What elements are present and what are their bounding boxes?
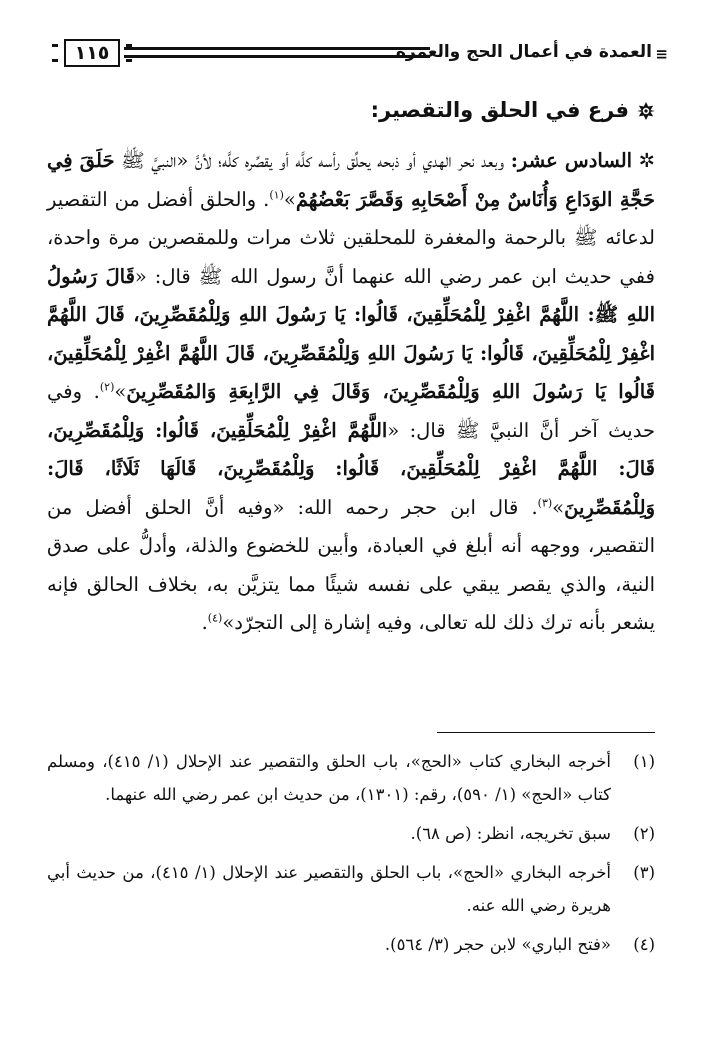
text-run: » [552, 495, 565, 519]
footnote-text: «فتح الباري» لابن حجر (٣/ ٥٦٤). [384, 935, 611, 954]
ornament-icon [637, 102, 655, 120]
hadith-quote: اللَّهُمَّ اغْفِرْ لِلْمُحَلِّقِينَ، قَالُوا: وَلِلْمُقَصِّرِينَ، قَالَ: اللَّهُمَّ اغْفِرْ لِلْمُحَلِّقِينَ، قَالُوا: وَلِلْمُقَصِّرِينَ، قَالَهَا ثَلَاثًا، قَالَ: وَلِلْمُقَصِّرِينَ [47, 418, 655, 519]
hadith-quote: حَلَقَ فِي حَجَّةِ الوَدَاعِ وَأُنَاسٌ مِنْ أَصْحَابِهِ وَقَصَّرَ بَعْضُهُمْ [47, 149, 655, 211]
section-heading-text: فرع في الحلق والتقصير: [370, 98, 629, 122]
text-run: وبعد نحر الهدي أو ذبحه يحلِّق رأسه كلَّه أو يقصِّره كلَّه؛ لأنَّ «النبيَّ ﷺ [114, 149, 511, 172]
footnote-text: أخرجه البخاري كتاب «الحج»، باب الحلق والتقصير عند الإحلال (١/ ٤١٥)، ومسلم كتاب «الحج» (١/ ٥٩٠)، رقم: (١٣٠١)، من حديث ابن عمر رضي الله عنهما. [47, 752, 611, 804]
text-run: » [283, 187, 296, 211]
lead-label: السادس عشر: [510, 149, 633, 172]
footnote-item [47, 745, 655, 811]
text-run: . والحلق أفضل من التقصير لدعائه ﷺ بالرحمة والمغفرة للمحلقين ثلاث مرات وللمقصرين مرة واحدة، ففي حديث ابن عمر رضي الله عنهما أنَّ رسول الله ﷺ قال: « [47, 187, 655, 288]
footnote-divider [437, 732, 655, 733]
text-run: . وفي حديث آخر أنَّ النبيَّ ﷺ قال: « [47, 380, 655, 442]
footnote-ref-2[interactable]: (٢) [99, 380, 115, 394]
header-mark: ≡ [655, 45, 668, 63]
section-heading [371, 98, 655, 122]
footnote-ref-3[interactable]: (٣) [537, 496, 553, 509]
star-icon: ✲ [638, 149, 655, 172]
paragraph [47, 142, 655, 643]
header-rule [124, 47, 430, 58]
footnote-ref-1[interactable]: (١) [269, 188, 284, 201]
footnote-number: (٣) [633, 863, 655, 882]
footnote-number: (٤) [633, 935, 655, 954]
footnote-number: (٢) [633, 824, 655, 843]
footnotes [47, 745, 655, 967]
footnote-text: أخرجه البخاري «الحج»، باب الحلق والتقصير عند الإحلال (١/ ٤١٥)، من حديث أبي هريرة رضي الله عنه. [47, 863, 611, 915]
running-header [40, 38, 668, 70]
footnote-item [47, 856, 655, 922]
page-number: ١١٥ [64, 39, 120, 67]
text-run: . [201, 611, 208, 634]
footnote-ref-4[interactable]: (٤) [207, 611, 223, 625]
text-run: » [114, 380, 127, 403]
footnote-item [47, 817, 655, 850]
text-run: . قال ابن حجر رحمه الله: «وفيه أنَّ الحلق أفضل من التقصير، ووجهه أنه أبلغ في العبادة، وأبين للخضوع والذلة، وأدلُّ على صدق النية، والذي يقصر يبقي على نفسه شيئًا مما يتزيَّن به، بخلاف الحالق فإنه يشعر بأنه ترك ذلك لله تعالى، وفيه إشارة إلى التجرّد» [47, 495, 655, 634]
footnote-item [47, 928, 655, 961]
main-text [47, 142, 655, 643]
hadith-quote: قَالَ رَسُولُ اللهِ ﷺ: اللَّهُمَّ اغْفِرْ لِلْمُحَلِّقِينَ، قَالُوا: يَا رَسُولَ اللهِ وَلِلْمُقَصِّرِينَ، قَالَ اللَّهُمَّ اغْفِرْ لِلْمُحَلِّقِينَ، قَالُوا: يَا رَسُولَ اللهِ وَلِلْمُقَصِّرِينَ، قَالَ اللَّهُمَّ اغْفِرْ لِلْمُحَلِّقِينَ، قَالُوا يَا رَسُولَ اللهِ وَلِلْمُقَصِّرِينَ، وَقَالَ فِي الرَّابِعَةِ وَالمُقَصِّرِينَ [47, 264, 655, 403]
footnote-text: سبق تخريجه، انظر: (ص ٦٨). [410, 824, 611, 843]
book-title: العمدة في أعمال الحج والعمرة [395, 42, 652, 62]
footnote-number: (١) [633, 752, 655, 771]
